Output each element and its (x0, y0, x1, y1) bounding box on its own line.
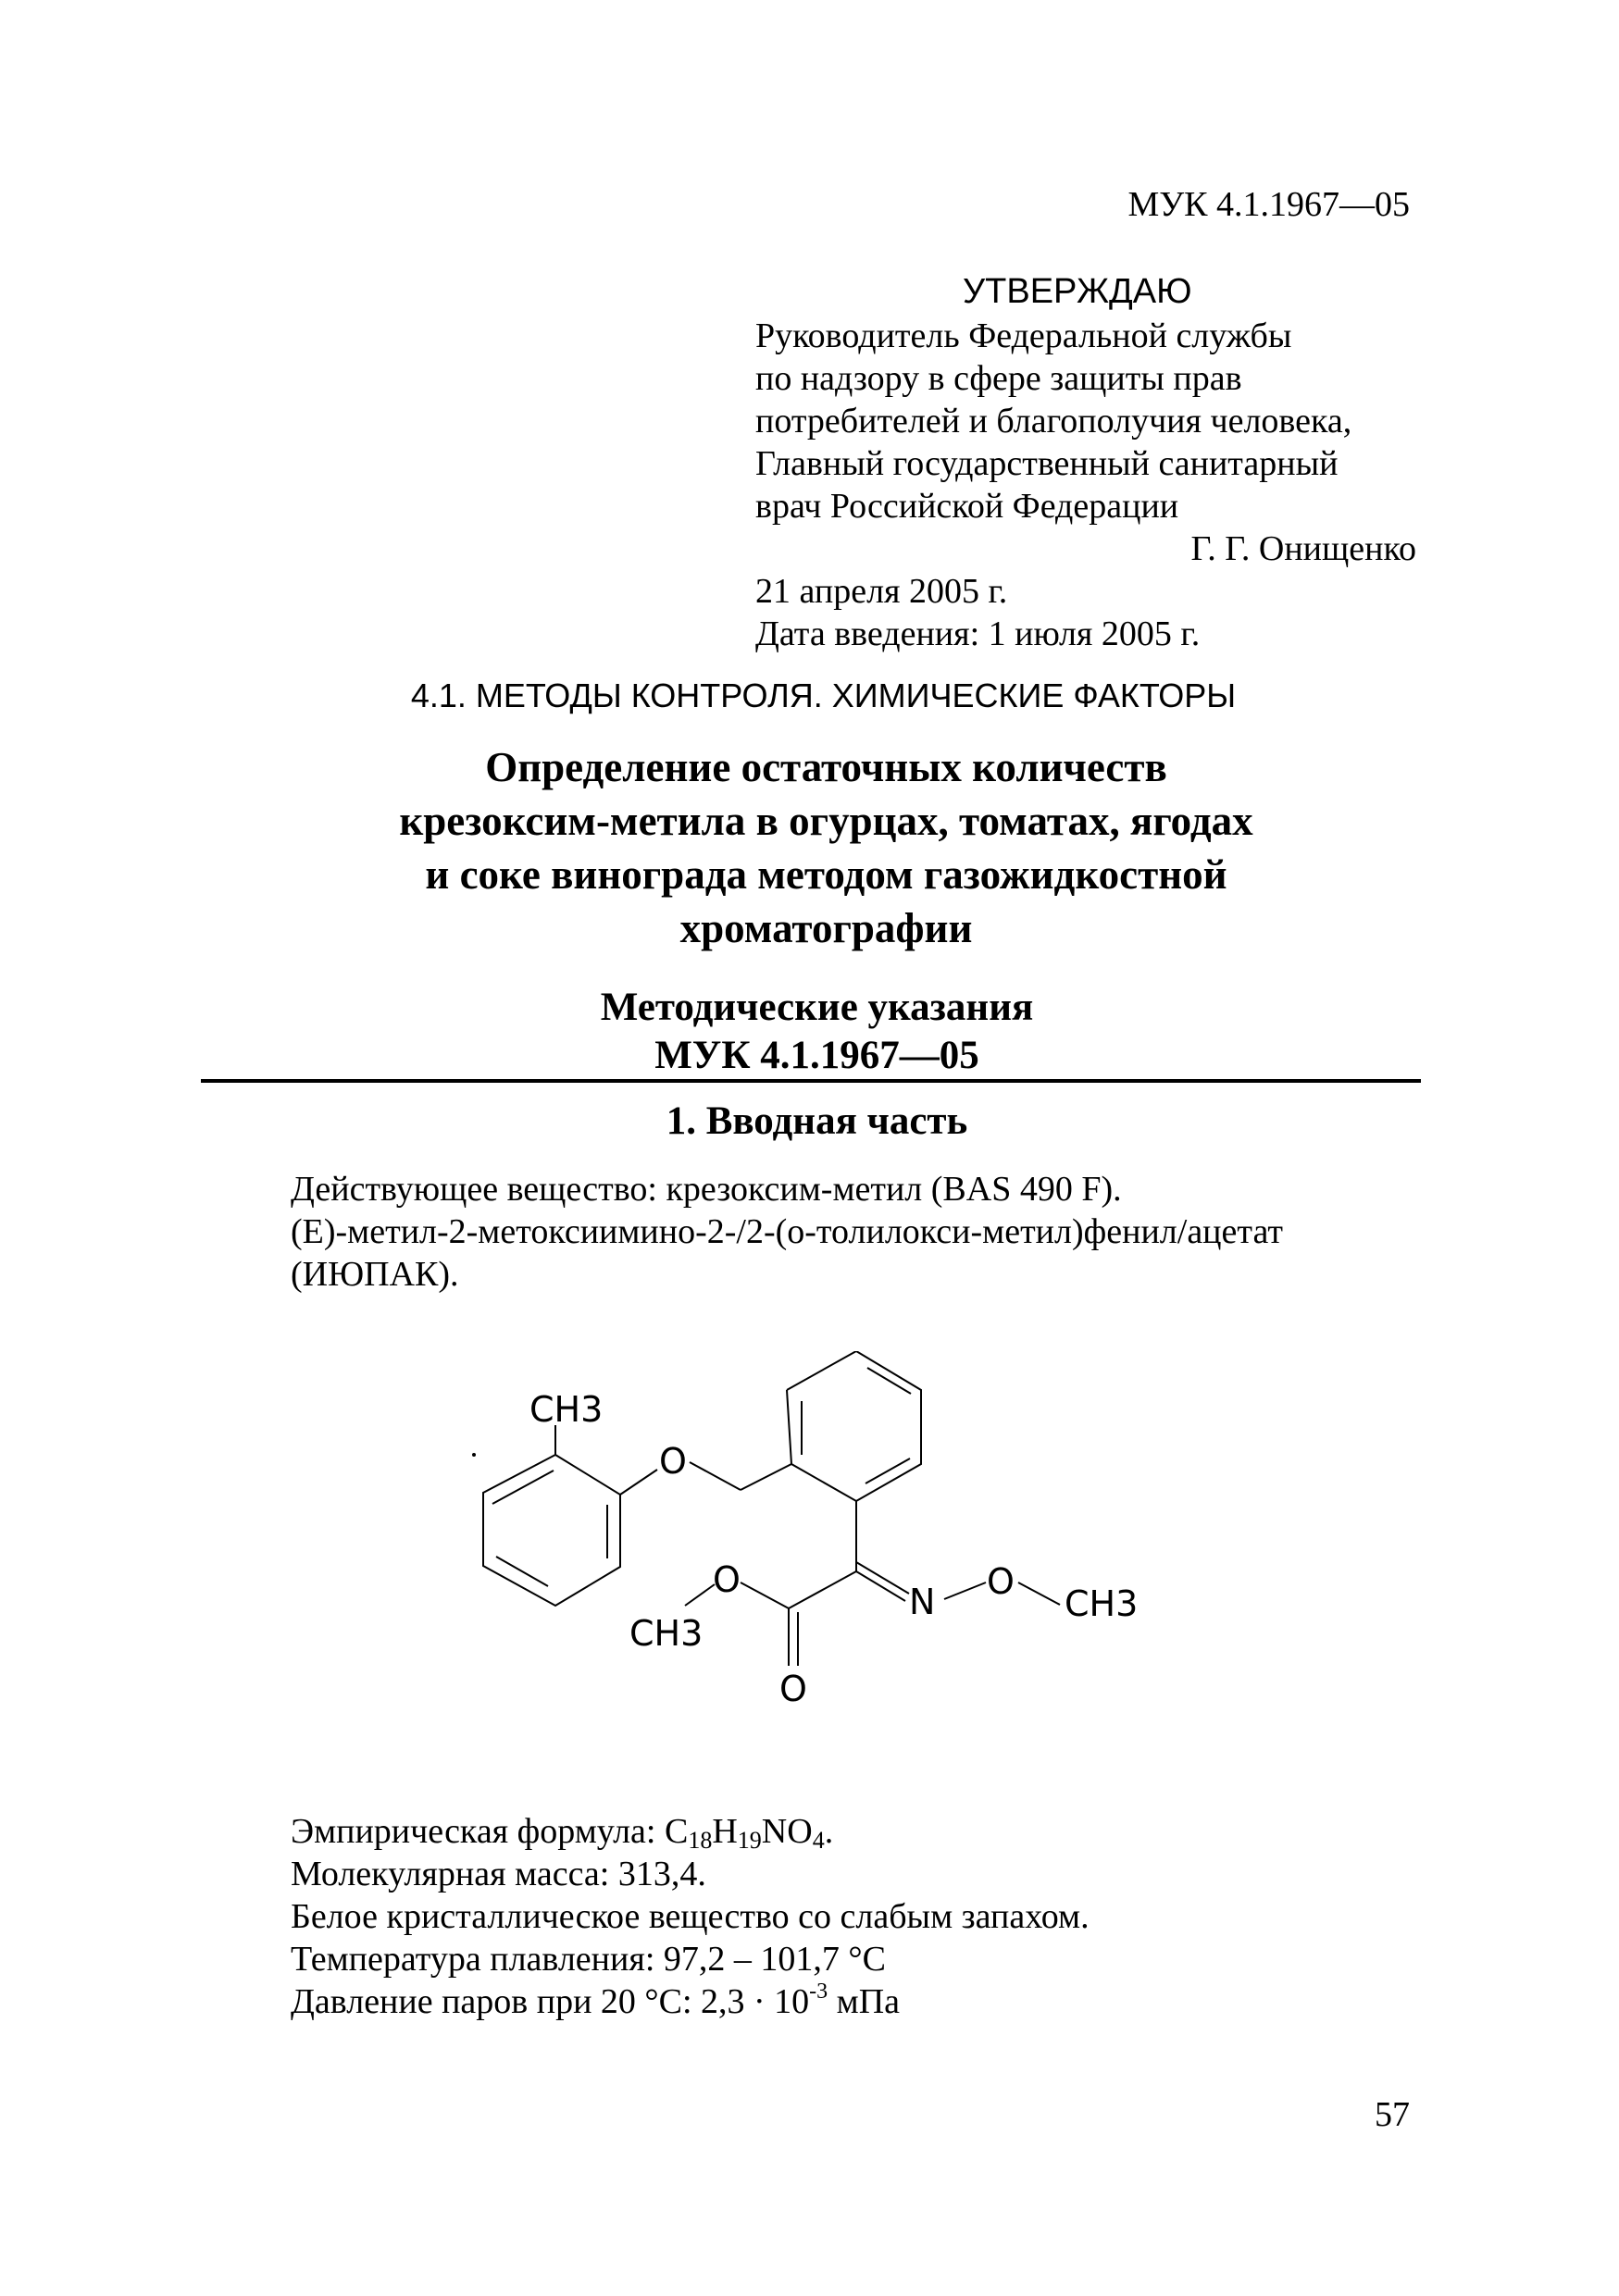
formula-element: NO (761, 1812, 813, 1851)
bond (944, 1582, 986, 1599)
double-bond (866, 1458, 910, 1483)
formula-element: H (712, 1812, 738, 1851)
formula-atoms (472, 1389, 1138, 1709)
formula-index: 4 (812, 1827, 825, 1854)
bond (685, 1584, 715, 1606)
intro-paragraph (291, 1168, 1283, 1296)
atom-o-carbonyl: O (779, 1669, 807, 1709)
bond (741, 1582, 789, 1608)
bond (690, 1462, 741, 1490)
horizontal-rule (201, 1079, 1421, 1083)
atom-ch3-oxime: CH3 (1065, 1583, 1139, 1624)
bond (856, 1562, 909, 1594)
section-code: 4.1. МЕТОДЫ КОНТРОЛЯ. ХИМИЧЕСКИЕ ФАКТОРЫ (410, 676, 1237, 714)
vapor-prefix: Давление паров при 20 °С: 2,3 · 10 (291, 1982, 810, 2021)
title-line: и соке винограда методом газожидкостной (425, 851, 1227, 898)
approval-title: УТВЕРЖДАЮ (963, 272, 1192, 311)
title-line: крезоксим-метила в огурцах, томатах, ягодах (399, 798, 1253, 844)
intro-line: (Е)-метил-2-метоксиимино-2-/2-(о-толилокси-метил)фенил/ацетат (291, 1212, 1283, 1251)
double-bond (496, 1557, 548, 1586)
bond (620, 1470, 657, 1495)
property-formula (291, 1810, 1090, 1853)
atom-ch3-ester: CH3 (629, 1613, 704, 1654)
effective-date: Дата введения: 1 июля 2005 г. (755, 614, 1201, 653)
structural-formula (463, 1351, 1259, 1758)
formula-index: 18 (688, 1827, 713, 1854)
subtitle-type: Методические указания (600, 986, 1034, 1029)
intro-line: Действующее вещество: крезоксим-метил (BAS 490 F). (291, 1170, 1122, 1209)
approval-line: по надзору в сфере защиты прав (755, 359, 1242, 398)
atom-o-oxime: O (987, 1561, 1015, 1602)
bond (789, 1571, 856, 1608)
doc-code: МУК 4.1.1967—05 (1127, 185, 1410, 224)
title-line: хроматографии (679, 905, 973, 951)
atom-n: N (909, 1582, 936, 1622)
atom-ch3-top: CH3 (529, 1389, 604, 1430)
formula-index: 19 (737, 1827, 762, 1854)
property-mass: Молекулярная масса: 313,4. (291, 1855, 706, 1893)
document-title (0, 740, 1619, 955)
formula-end: . (824, 1812, 834, 1851)
approval-line: потребителей и благополучия человека, (755, 402, 1352, 441)
approval-line: Руководитель Федеральной службы (755, 316, 1292, 355)
property-melting: Температура плавления: 97,2 – 101,7 °С (291, 1940, 886, 1979)
approver-name: Г. Г. Онищенко (1190, 529, 1416, 568)
double-bond (492, 1471, 554, 1504)
atom-o-ester: O (713, 1559, 741, 1600)
approval-line: Главный государственный санитарный (755, 444, 1339, 483)
benzene-ring-right (787, 1351, 921, 1501)
speck (472, 1453, 476, 1457)
document-subtitle (0, 984, 1619, 1080)
property-vapor (291, 1980, 1090, 2023)
title-line: Определение остаточных количеств (485, 744, 1167, 790)
subtitle-code: МУК 4.1.1967—05 (654, 1034, 979, 1077)
vapor-unit: мПа (828, 1982, 901, 2021)
intro-line: (ИЮПАК). (291, 1255, 459, 1294)
approval-block (755, 315, 1416, 655)
section-heading: 1. Вводная часть (666, 1099, 968, 1143)
bond (1018, 1582, 1060, 1605)
page-number: 57 (1375, 2095, 1410, 2134)
properties-list (291, 1810, 1090, 2023)
approval-date: 21 апреля 2005 г. (755, 572, 1008, 611)
atom-o-ether: O (659, 1441, 687, 1482)
vapor-exponent: -3 (809, 1980, 828, 2004)
bond (741, 1464, 791, 1490)
formula-label: Эмпирическая формула: (291, 1812, 665, 1851)
approval-line: врач Российской Федерации (755, 487, 1179, 526)
benzene-ring-left (483, 1455, 620, 1606)
property-appearance: Белое кристаллическое вещество со слабым запахом. (291, 1897, 1090, 1936)
formula-element: C (664, 1812, 689, 1851)
